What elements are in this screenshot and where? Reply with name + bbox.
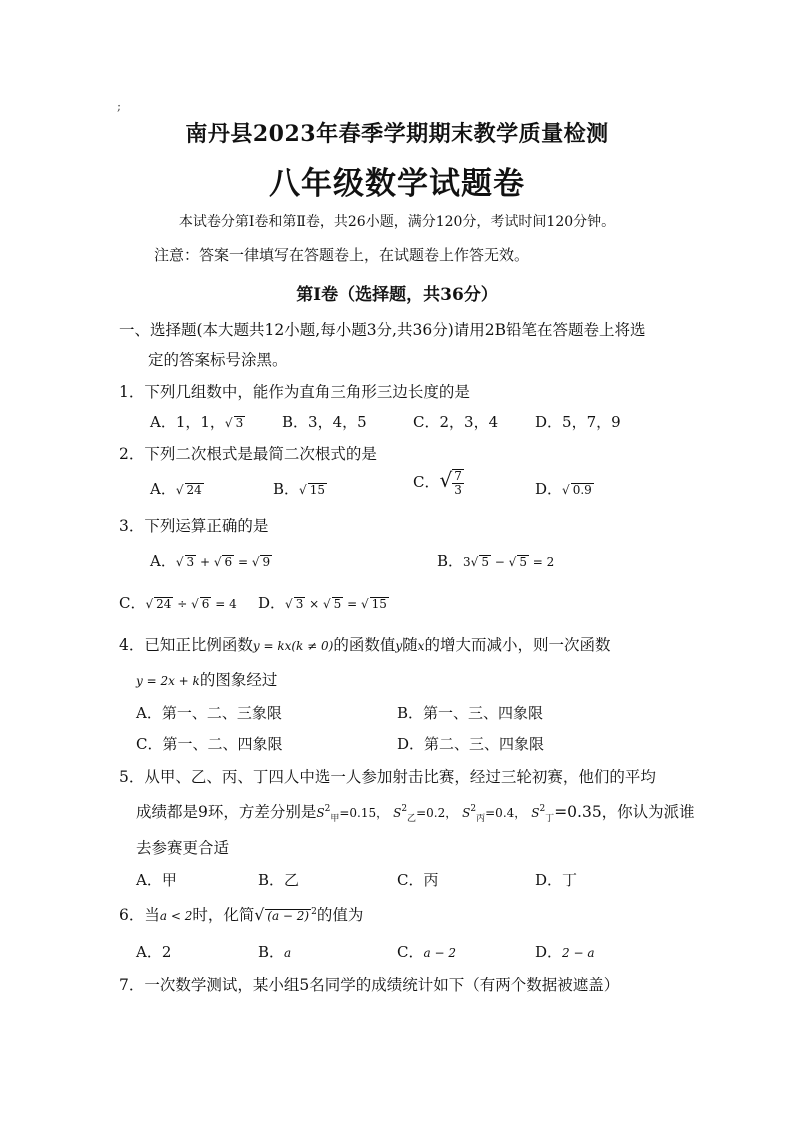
q2-option-c: C．√ $\frac{7}{3}$ [413, 468, 462, 497]
question-4-stem: 4．已知正比例函数y = kx(k ≠ 0)的函数值y随x的增大而减小，则一次函数 [119, 636, 611, 654]
q4-option-d: D．第二、三、四象限 [397, 735, 545, 753]
q3-option-b: B．3√ 5 − √ 5 = 2 [437, 552, 555, 570]
q5-option-b: B．乙 [258, 871, 300, 889]
q3-option-d: D．√ 3 × √ 5 = √ 15 [258, 594, 387, 612]
question-4-stem-cont: y = 2x + k的图象经过 [136, 671, 278, 689]
question-7-stem: 7．一次数学测试，某小组5名同学的成绩统计如下（有两个数据被遮盖） [119, 976, 620, 994]
q1-option-a: A．1，1，√ 3 [150, 413, 244, 431]
stray-mark: ; [117, 99, 122, 113]
q6-option-a: A．2 [136, 943, 172, 961]
q4-option-c: C．第一、二、四象限 [136, 735, 283, 753]
volume-title: 第Ⅰ卷（选择题，共36分） [296, 285, 498, 305]
question-2-stem: 2．下列二次根式是最简二次根式的是 [119, 445, 377, 463]
q6-option-d: D．2 − a [535, 943, 595, 961]
q3-option-c: C．√ 24 ÷ √ 6 = 4 [119, 594, 237, 612]
section-heading: 一、选择题(本大题共12小题,每小题3分,共36分)请用2B铅笔在答题卷上将选 [119, 321, 646, 339]
q5-option-c: C．丙 [397, 871, 439, 889]
q6-option-c: C．a − 2 [397, 943, 456, 961]
q3-option-a: A．√ 3 + √ 6 = √ 9 [150, 552, 271, 570]
q1-option-d: D．5，7，9 [535, 413, 621, 431]
question-5-stem: 5．从甲、乙、丙、丁四人中选一人参加射击比赛，经过三轮初赛，他们的平均 [119, 768, 656, 786]
q2-option-d: D．√ 0.9 [535, 480, 592, 498]
question-1-stem: 1．下列几组数中，能作为直角三角形三边长度的是 [119, 383, 470, 401]
q5-option-d: D．丁 [535, 871, 578, 889]
section-heading-cont: 定的答案标号涂黑。 [148, 351, 288, 369]
q1-option-c: C．2，3，4 [413, 413, 499, 431]
q5-option-a: A．甲 [136, 871, 177, 889]
q1-option-b: B．3，4，5 [282, 413, 367, 431]
question-5-stem-cont: 成绩都是9环，方差分别是$S^2_甲=0.15$， $S^2_乙=0.2$， $S^2_丙=0.4$， $S^2_丁=0.35$，你认为派谁 [136, 803, 695, 825]
q4-option-b: B．第一、三、四象限 [397, 704, 544, 722]
exam-title-line1: 南丹县2023年春季学期期末教学质量检测 [185, 121, 609, 147]
question-3-stem: 3．下列运算正确的是 [119, 517, 269, 535]
question-6-stem: 6．当a < 2时，化简√ (a − 2) $^2$的值为 [119, 906, 364, 924]
question-5-stem-end: 去参赛更合适 [136, 839, 230, 857]
q2-option-a: A．√ 24 [150, 480, 202, 498]
exam-notice: 注意：答案一律填写在答题卷上，在试题卷上作答无效。 [154, 246, 530, 264]
q4-option-a: A．第一、二、三象限 [136, 704, 282, 722]
exam-info: 本试卷分第Ⅰ卷和第Ⅱ卷，共26小题，满分120分，考试时间120分钟。 [178, 214, 616, 230]
exam-title-line2: 八年级数学试题卷 [269, 166, 525, 202]
q2-option-b: B．√ 15 [273, 480, 325, 498]
q6-option-b: B．a [258, 943, 292, 961]
